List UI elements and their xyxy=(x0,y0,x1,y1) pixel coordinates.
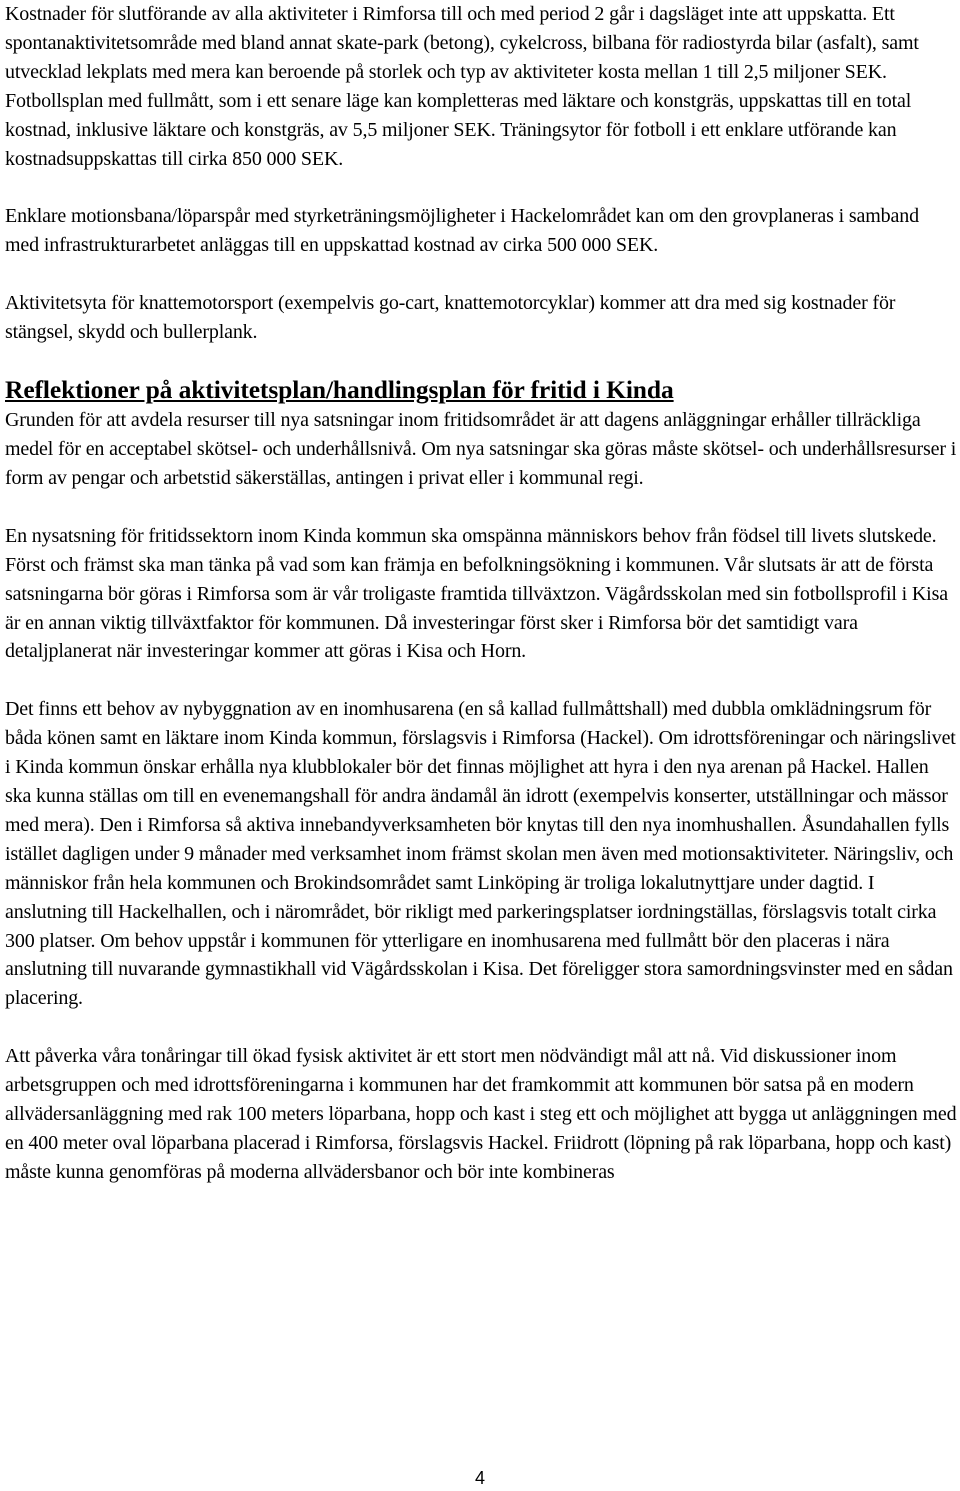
paragraph-teenagers: Att påverka våra tonåringar till ökad fysisk aktivitet är ett stort men nödvändigt mål att nå. Vid diskussioner inom arbetsgruppen och med idrottsföreningarna i kommunen har det framkommit att kommunen bör satsa på en modern allvädersanläggning med rak 100 meters löparbana, hopp och kast i steg ett och möjlighet att bygga ut anläggningen med en 400 meter oval löparbana placerad i Rimforsa, förslagsvis Hackel. Friidrott (löpning på rak löparbana, hopp och kast) måste kunna genomföras på moderna allvädersbanor och bör inte kombineras xyxy=(5,1045,957,1183)
document-body xyxy=(5,0,957,1187)
paragraph-new-investment: En nysatsning för fritidssektorn inom Kinda kommun ska omspänna människors behov från födsel till livets slutskede. Först och främst ska man tänka på vad som kan främja en befolkningsökning i kommunen. Vår slutsats är att de första satsningarna bör göras i Rimforsa som är vår troligaste framtida tillväxtzon. Vägårdsskolan med sin fotbollsprofil i Kisa är en annan viktig tillväxtfaktor för kommunen. Då investeringar först sker i Rimforsa bör det samtidigt vara detaljplanerat när investeringar kommer att göras i Kisa och Horn. xyxy=(5,524,948,663)
paragraph-motorsport: Aktivitetsyta för knattemotorsport (exempelvis go-cart, knattemotorcyklar) kommer att dra med sig kostnader för stängsel, skydd och bullerplank. xyxy=(5,292,896,344)
paragraph-indoor-arena: Det finns ett behov av nybyggnation av en inomhusarena (en så kallad fullmåttshall) med dubbla omklädningsrum för båda könen samt en läktare inom Kinda kommun, förslagsvis i Rimforsa (Hackel). Om idrottsföreningar och näringslivet i Kinda kommun önskar erhålla nya klubblokaler bör det finnas möjlighet att hyra i den nya arenan på Hackel. Hallen ska kunna ställas om till en evenemangshall för andra ändamål än idrott (exempelvis konserter, utställningar och mässor med mera). Den i Rimforsa så aktiva innebandyverksamheten bör knytas till den nya inomhushallen. Åsundahallen fylls istället dagligen under 9 månader med verksamhet inom främst skolan men även med motionsaktiviteter. Näringsliv, och människor från hela kommunen och Brokindsområdet samt Linköping är troliga lokalutnyttjare under dagtid. I anslutning till Hackelhallen, och i närområdet, bör rikligt med parkeringsplatser iordningställas, förslagsvis totalt cirka 300 platser. Om behov uppstår i kommunen för ytterligare en inomhusarena med fullmått bör den placeras i nära anslutning till nuvarande gymnastikhall vid Vägårdsskolan i Kisa. Det föreligger stora samordningsvinster med en sådan placering. xyxy=(5,698,956,1010)
page-number: 4 xyxy=(474,1468,485,1488)
paragraph-resources: Grunden för att avdela resurser till nya satsningar inom fritidsområdet är att dagens anläggningar erhåller tillräckliga medel för en acceptabel skötsel- och underhållsnivå. Om nya satsningar ska göras måste skötsel- och underhållsresurser i form av pengar och arbetstid säkerställas, antingen i privat eller i kommunal regi. xyxy=(5,409,957,489)
section-heading: Reflektioner på aktivitetsplan/handlingsplan för fritid i Kinda xyxy=(5,375,674,405)
paragraph-running-track: Enklare motionsbana/löparspår med styrketräningsmöjligheter i Hackelområdet kan om den grovplaneras i samband med infrastrukturarbetet anläggas till en uppskattad kostnad av cirka 500 000 SEK. xyxy=(5,205,919,257)
paragraph-cost-estimates: Kostnader för slutförande av alla aktiviteter i Rimforsa till och med period 2 går i dagsläget inte att uppskatta. Ett spontanaktivitetsområde med bland annat skate-park (betong), cykelcross, bilbana för radiostyrda bilar (asfalt), samt utvecklad lekplats med mera kan beroende på storlek och typ av aktiviteter kosta mellan 1 till 2,5 miljoner SEK. Fotbollsplan med fullmått, som i ett senare läge kan kompletteras med läktare och konstgräs, uppskattas till en total kostnad, inklusive läktare och konstgräs, av 5,5 miljoner SEK. Träningsytor för fotboll i ett enklare utförande kan kostnadsuppskattas till cirka 850 000 SEK. xyxy=(5,3,919,170)
